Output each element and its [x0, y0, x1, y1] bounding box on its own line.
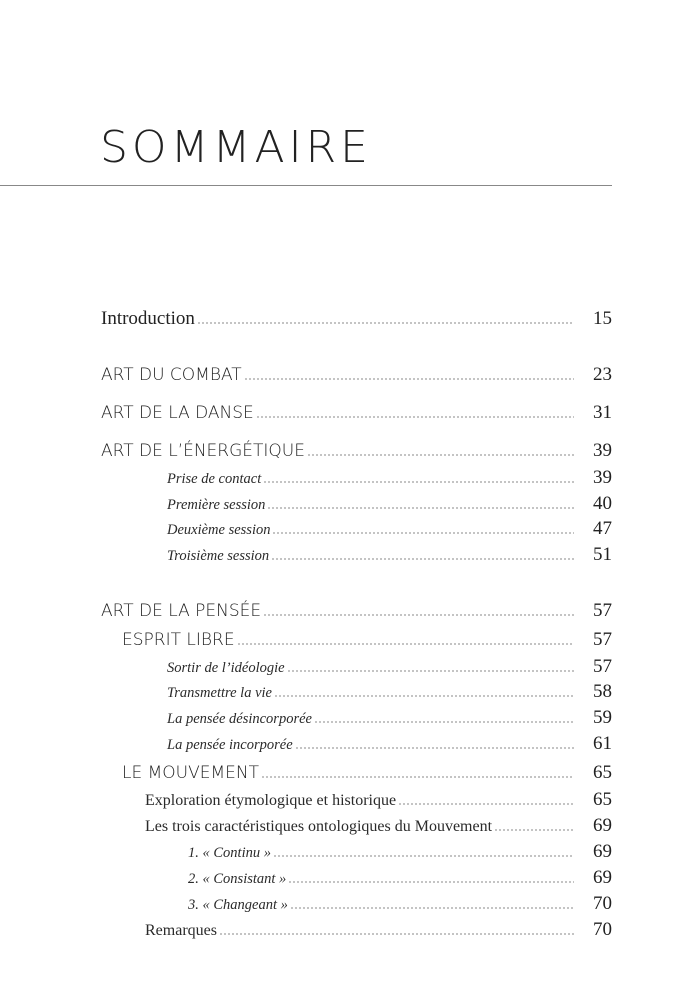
entry-page: 47 [593, 518, 612, 539]
toc-entry[interactable] [101, 440, 612, 466]
dot-leader [290, 907, 574, 909]
entry-label: Introduction [101, 308, 195, 329]
entry-label: ART DE LA PENSÉE [101, 601, 262, 621]
entry-page: 57 [593, 629, 612, 650]
toc-entry[interactable] [167, 493, 612, 519]
dot-leader [267, 507, 574, 509]
toc-entry[interactable] [101, 600, 612, 626]
entry-page: 65 [593, 789, 612, 810]
toc-entry[interactable] [122, 762, 612, 788]
dot-leader [307, 454, 574, 456]
entry-page: 57 [593, 656, 612, 677]
entry-page: 70 [593, 919, 612, 940]
toc-entry[interactable] [167, 467, 612, 493]
entry-label: La pensée incorporée [167, 737, 293, 753]
toc-entry[interactable] [101, 364, 612, 390]
entry-page: 65 [593, 762, 612, 783]
toc-entry[interactable] [145, 815, 612, 841]
dot-leader [398, 803, 574, 805]
entry-page: 57 [593, 600, 612, 621]
dot-leader [273, 855, 574, 857]
page-title: SOMMAIRE [100, 122, 372, 173]
dot-leader [261, 776, 574, 778]
entry-page: 58 [593, 681, 612, 702]
entry-label: Sortir de l’idéologie [167, 660, 285, 676]
entry-label: ART DE L’ÉNERGÉTIQUE [101, 441, 305, 461]
toc-entry[interactable] [167, 681, 612, 707]
dot-leader [287, 670, 574, 672]
dot-leader [274, 695, 574, 697]
dot-leader [272, 532, 574, 534]
entry-label: Exploration étymologique et historique [145, 792, 397, 809]
dot-leader [197, 322, 574, 324]
title-divider [0, 185, 612, 186]
dot-leader [219, 933, 574, 935]
entry-label: ESPRIT LIBRE [122, 630, 235, 650]
entry-page: 15 [593, 308, 612, 329]
toc-entry[interactable] [188, 893, 612, 919]
entry-label: 3. « Changeant » [188, 897, 288, 913]
toc-entry[interactable] [122, 629, 612, 655]
toc-entry[interactable] [188, 867, 612, 893]
entry-page: 69 [593, 867, 612, 888]
entry-page: 61 [593, 733, 612, 754]
entry-page: 69 [593, 841, 612, 862]
entry-page: 59 [593, 707, 612, 728]
toc-entry[interactable] [101, 402, 612, 428]
entry-label: Première session [167, 497, 266, 513]
entry-page: 31 [593, 402, 612, 423]
toc-entry[interactable] [188, 841, 612, 867]
entry-label: Deuxième session [167, 522, 271, 538]
entry-page: 39 [593, 467, 612, 488]
toc-entry[interactable] [167, 733, 612, 759]
entry-label: Prise de contact [167, 471, 262, 487]
dot-leader [263, 614, 574, 616]
entry-label: Troisième session [167, 548, 270, 564]
entry-page: 39 [593, 440, 612, 461]
dot-leader [237, 643, 574, 645]
entry-page: 51 [593, 544, 612, 565]
toc-entry[interactable] [167, 707, 612, 733]
entry-label: 2. « Consistant » [188, 871, 287, 887]
entry-page: 70 [593, 893, 612, 914]
entry-label: LE MOUVEMENT [122, 763, 259, 783]
entry-page: 69 [593, 815, 612, 836]
toc-entry[interactable] [167, 518, 612, 544]
entry-label: ART DU COMBAT [101, 365, 242, 385]
dot-leader [244, 378, 574, 380]
toc-entry[interactable] [145, 919, 612, 945]
entry-label: Transmettre la vie [167, 685, 272, 701]
entry-label: La pensée désincorporée [167, 711, 312, 727]
dot-leader [271, 558, 574, 560]
dot-leader [288, 881, 574, 883]
dot-leader [295, 747, 574, 749]
toc-entry[interactable] [167, 544, 612, 570]
dot-leader [314, 721, 574, 723]
entry-label: ART DE LA DANSE [101, 403, 254, 423]
toc-entry[interactable] [167, 656, 612, 682]
entry-label: 1. « Continu » [188, 845, 271, 861]
dot-leader [256, 416, 574, 418]
dot-leader [263, 481, 574, 483]
entry-page: 23 [593, 364, 612, 385]
entry-label: Les trois caractéristiques ontologiques du Mouvement [145, 818, 493, 835]
dot-leader [494, 829, 574, 831]
entry-page: 40 [593, 493, 612, 514]
entry-label: Remarques [145, 922, 217, 939]
toc-entry[interactable] [101, 308, 612, 334]
toc-entry[interactable] [145, 789, 612, 815]
